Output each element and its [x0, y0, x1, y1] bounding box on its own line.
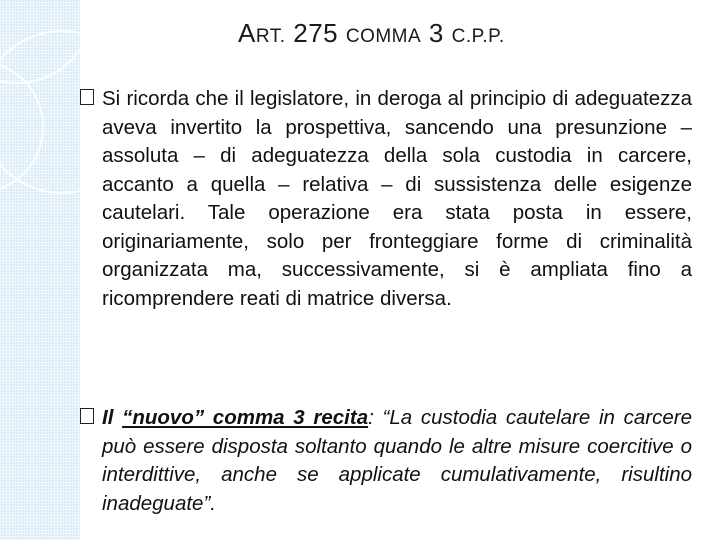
title-small: COMMA	[345, 26, 422, 47]
lead-colon: :	[368, 406, 383, 429]
bullet-text: Si ricorda che il legislatore, in deroga al principio di adeguatezza aveva invertito la prospettiva, sancendo una presunzione – assoluta – di adeguatezza della sola custodia in carcere, accanto a quella – relativa – di sussistenza delle esigenze cautelari. Tale operazione era stata posta in essere, originariamente, solo per fronteggiare forme di criminalità organizzata ma, successivamente, si è ampliata fino a ricomprendere reati di matrice diversa.	[102, 87, 692, 310]
bullet-marker-icon	[80, 408, 94, 424]
title-number: 275	[285, 18, 346, 48]
bullet-item	[80, 404, 692, 518]
bullet-lead	[102, 406, 368, 429]
title-small: RT.	[255, 26, 286, 47]
decorative-side-band	[0, 0, 80, 540]
title-small: C.P.P.	[451, 26, 505, 47]
lead-prefix: Il	[102, 406, 123, 429]
bullet-quote: “La custodia cautelare in carcere può essere disposta soltanto quando le altre misure coercitive o interdittive, anche se applicate cumulativamente, risultino inadeguate”.	[102, 406, 692, 515]
title-cap: A	[238, 18, 256, 48]
title-number: 3	[421, 18, 452, 48]
slide-title	[238, 18, 505, 49]
bullet-item	[80, 85, 692, 313]
bullet-marker-icon	[80, 89, 94, 105]
lead-underlined: “nuovo” comma 3 recita	[122, 406, 369, 429]
